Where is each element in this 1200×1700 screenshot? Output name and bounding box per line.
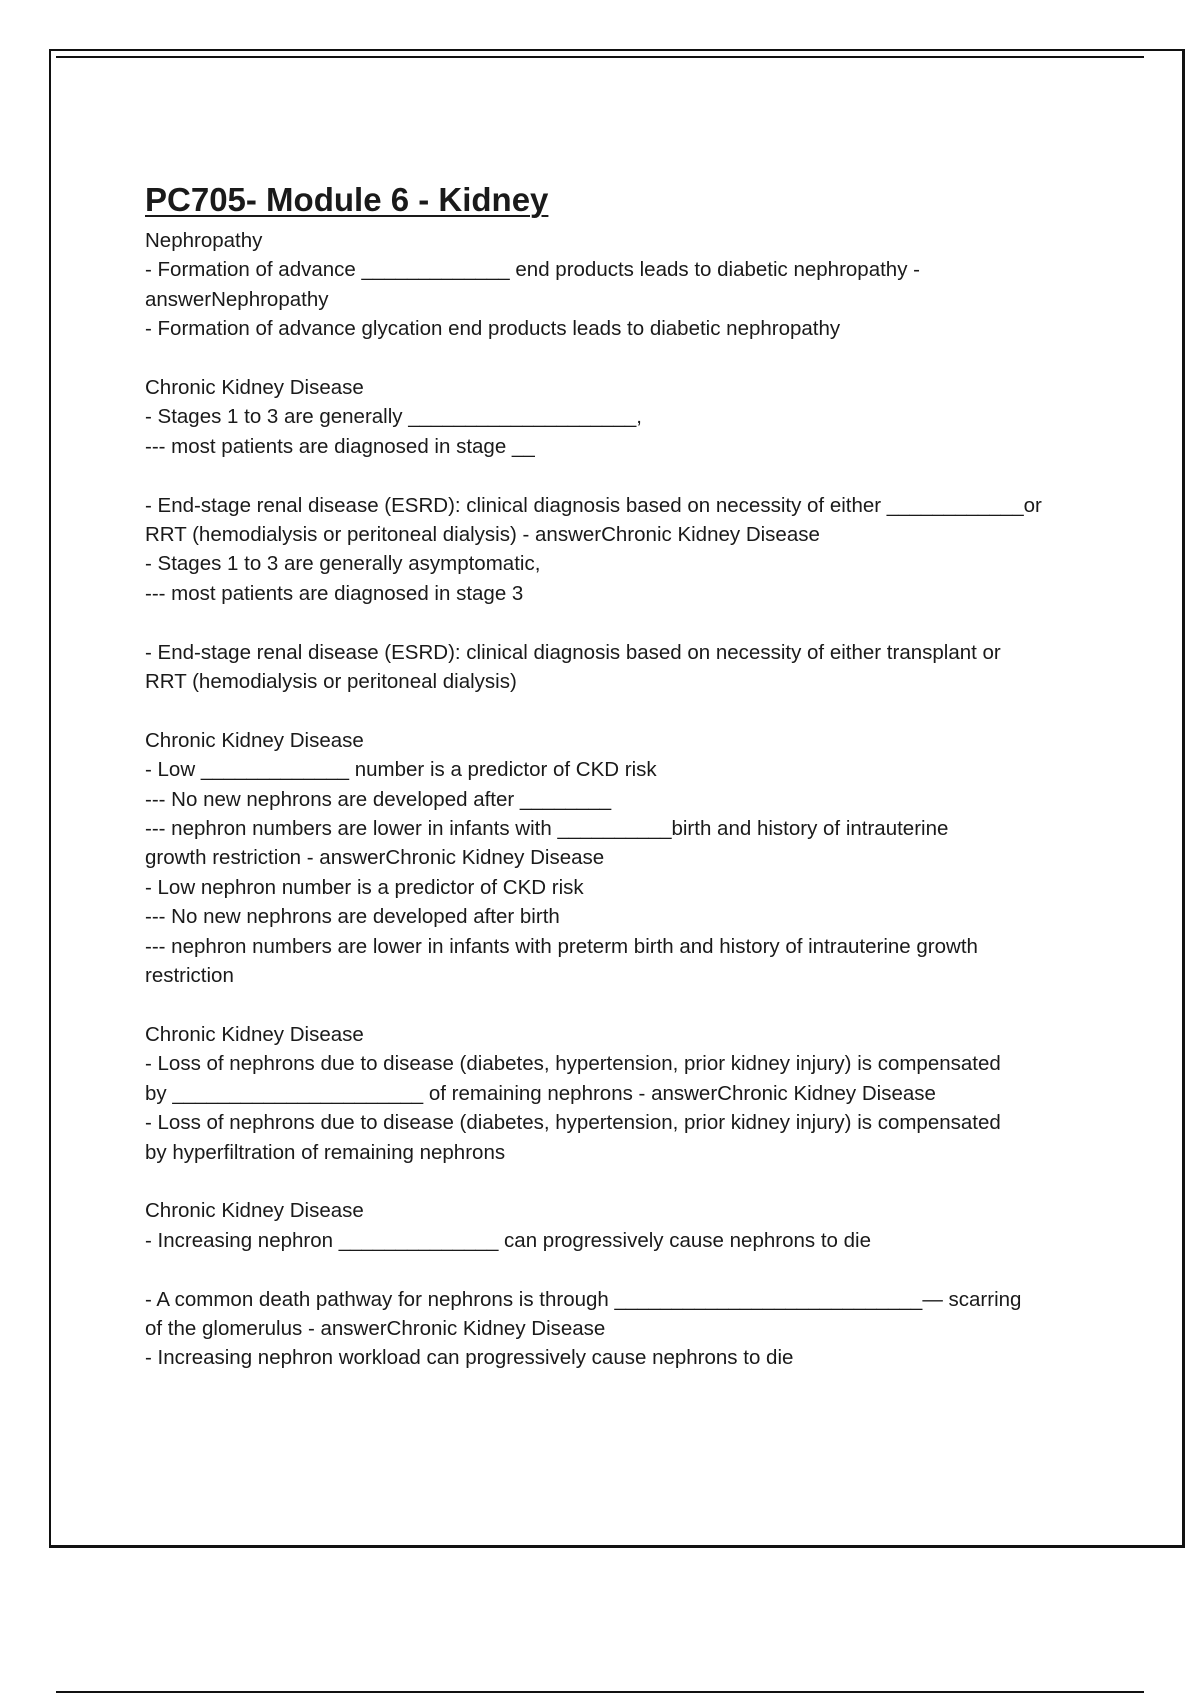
text-line: of the glomerulus - answerChronic Kidney Disease	[145, 1316, 606, 1340]
text-line: - End-stage renal disease (ESRD): clinical diagnosis based on necessity of either ____________or	[145, 493, 1042, 517]
text-line: - Low _____________ number is a predictor of CKD risk	[145, 758, 657, 782]
text-line: restriction	[145, 964, 234, 988]
document-body	[145, 178, 1085, 1373]
blank-line	[145, 1255, 1085, 1284]
text-line: --- No new nephrons are developed after birth	[145, 905, 560, 929]
text-line: - Increasing nephron workload can progressively cause nephrons to die	[145, 1346, 794, 1370]
blank-line	[145, 344, 1085, 373]
text-line: - End-stage renal disease (ESRD): clinical diagnosis based on necessity of either transplant or	[145, 640, 1001, 664]
text-line: by ______________________ of remaining nephrons - answerChronic Kidney Disease	[145, 1081, 936, 1105]
text-line: Chronic Kidney Disease	[145, 728, 364, 752]
text-line: - Loss of nephrons due to disease (diabetes, hypertension, prior kidney injury) is compensated	[145, 1111, 1001, 1135]
text-line: RRT (hemodialysis or peritoneal dialysis) - answerChronic Kidney Disease	[145, 523, 820, 547]
text-lines	[145, 226, 1085, 1373]
text-line: - Formation of advance _____________ end products leads to diabetic nephropathy -	[145, 258, 920, 282]
text-line: --- most patients are diagnosed in stage 3	[145, 581, 524, 605]
blank-line	[145, 461, 1085, 490]
blank-line	[145, 608, 1085, 637]
blank-line	[145, 696, 1085, 725]
text-line: by hyperfiltration of remaining nephrons	[145, 1140, 506, 1164]
text-line: --- nephron numbers are lower in infants with preterm birth and history of intrauterine growth	[145, 934, 978, 958]
text-line: - Formation of advance glycation end products leads to diabetic nephropathy	[145, 317, 841, 341]
text-line: Chronic Kidney Disease	[145, 1022, 364, 1046]
text-line: - A common death pathway for nephrons is through ___________________________— scarring	[145, 1287, 1022, 1311]
text-line: --- most patients are diagnosed in stage __	[145, 434, 535, 458]
text-line: answerNephropathy	[145, 287, 329, 311]
text-line: - Loss of nephrons due to disease (diabetes, hypertension, prior kidney injury) is compensated	[145, 1052, 1001, 1076]
text-line: --- No new nephrons are developed after ________	[145, 787, 612, 811]
text-line: Chronic Kidney Disease	[145, 376, 364, 400]
text-line: Chronic Kidney Disease	[145, 1199, 364, 1223]
text-line: Nephropathy	[145, 229, 263, 252]
text-line: RRT (hemodialysis or peritoneal dialysis)	[145, 670, 517, 694]
text-line: - Stages 1 to 3 are generally ____________________,	[145, 405, 642, 429]
bottom-rule	[56, 1691, 1144, 1693]
blank-line	[145, 991, 1085, 1020]
top-rule	[56, 56, 1144, 58]
text-line: growth restriction - answerChronic Kidney Disease	[145, 846, 605, 870]
text-line: --- nephron numbers are lower in infants with __________birth and history of intrauterine	[145, 817, 949, 841]
page-title: PC705- Module 6 - Kidney	[145, 181, 549, 218]
blank-line	[145, 1167, 1085, 1196]
text-line: - Increasing nephron ______________ can progressively cause nephrons to die	[145, 1228, 871, 1252]
text-line: - Low nephron number is a predictor of CKD risk	[145, 875, 584, 899]
text-line: - Stages 1 to 3 are generally asymptomatic,	[145, 552, 541, 576]
